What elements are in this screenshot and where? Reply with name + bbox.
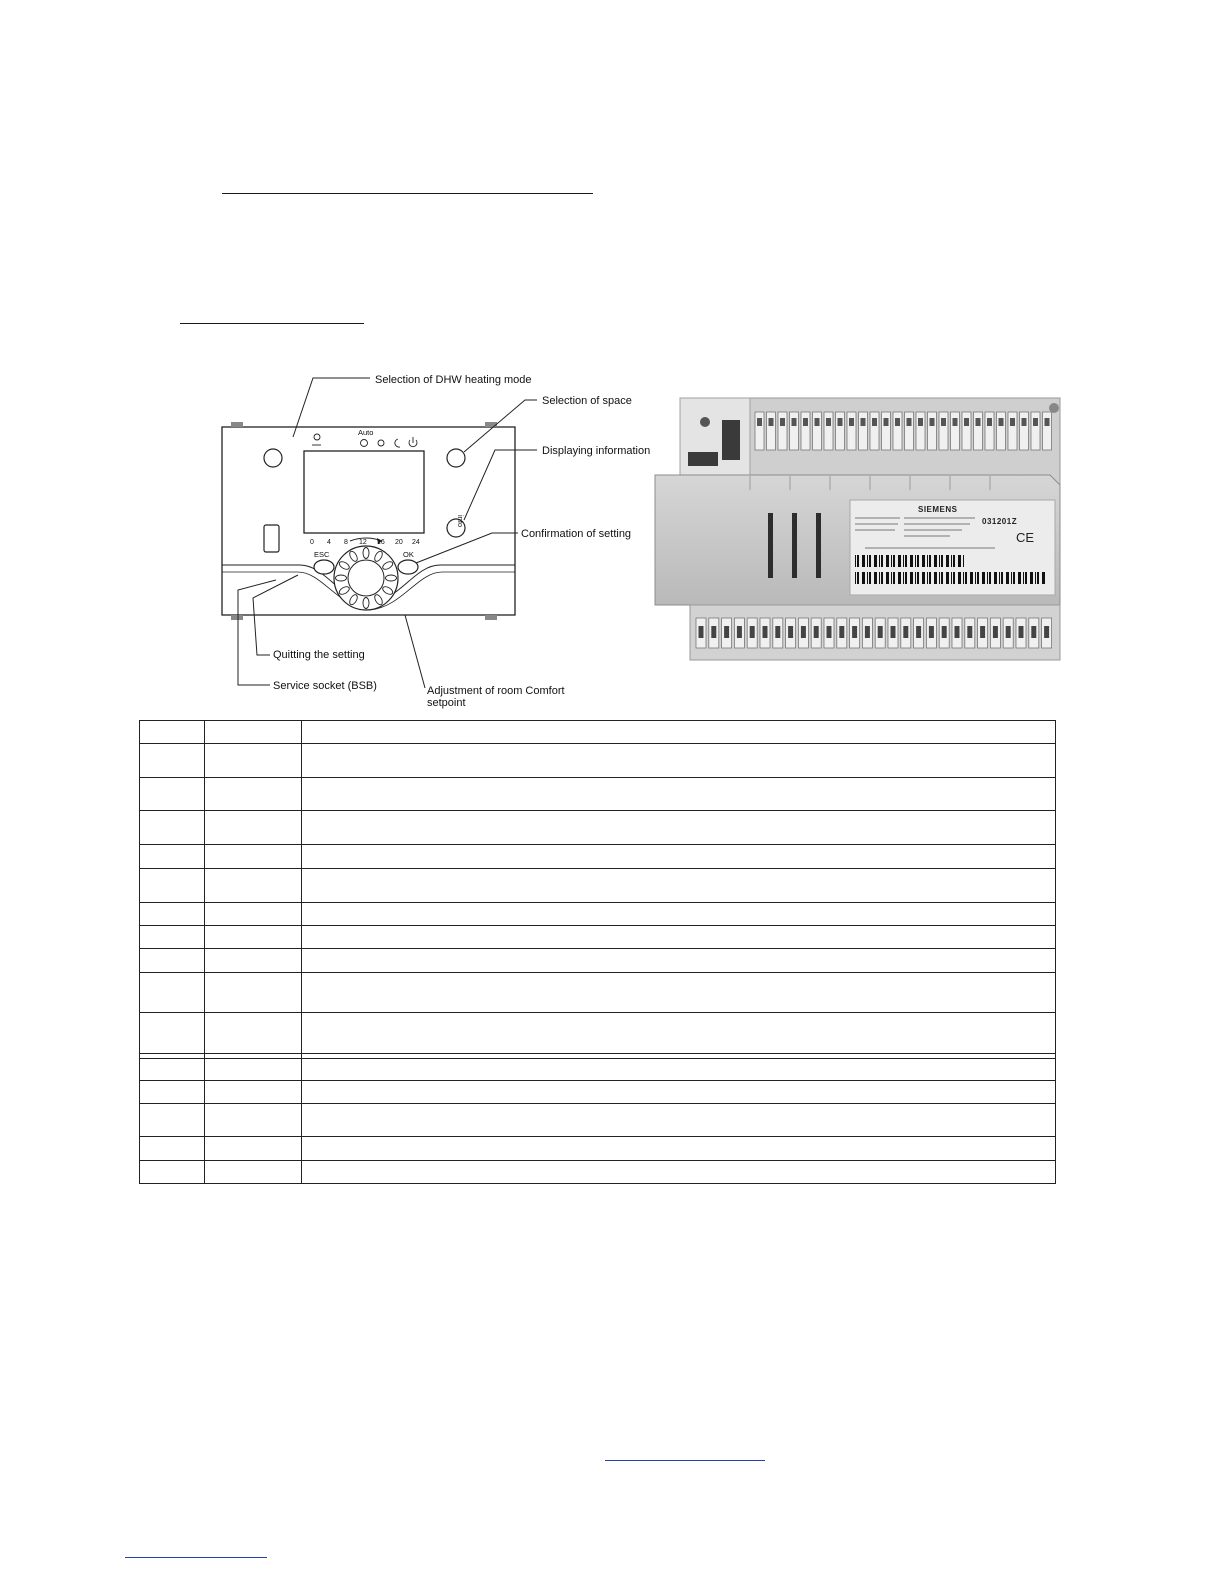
- table-cell: [205, 902, 302, 925]
- table-cell: [205, 1160, 302, 1183]
- table-cell: [205, 972, 302, 1012]
- callout-info: Displaying information: [542, 445, 651, 457]
- knob-grip: [363, 548, 369, 559]
- table-row: [140, 810, 1056, 844]
- table-cell: [205, 926, 302, 949]
- table-row: [140, 1058, 1056, 1080]
- table-cell: [140, 721, 205, 744]
- table-cell: [205, 1104, 302, 1137]
- terminal: [1020, 412, 1029, 450]
- table-cell: [302, 972, 1056, 1012]
- table-cell: [302, 845, 1056, 868]
- table-cell: [302, 1104, 1056, 1137]
- table-cell: [302, 1013, 1056, 1053]
- terminal: [939, 412, 948, 450]
- heading-underline-1: [222, 193, 593, 194]
- terminal: [824, 412, 833, 450]
- table-cell: [302, 1080, 1056, 1103]
- table-cell: [205, 845, 302, 868]
- knob-grip: [386, 575, 397, 581]
- table-cell: [140, 972, 205, 1012]
- table-cell: [140, 1013, 205, 1053]
- table-row: [140, 721, 1056, 744]
- side-connector: [688, 452, 718, 466]
- table-cell: [140, 810, 205, 844]
- table-cell: [302, 1160, 1056, 1183]
- terminal: [778, 412, 787, 450]
- panel-tab-left-bottom: [231, 615, 243, 620]
- ok-label: OK: [403, 550, 414, 559]
- hour-tick: 16: [377, 539, 385, 546]
- terminal: [767, 412, 776, 450]
- table-row: [140, 972, 1056, 1012]
- terminal: [985, 412, 994, 450]
- terminal: [836, 412, 845, 450]
- table-cell: [140, 777, 205, 810]
- panel-tab-right-bottom: [485, 615, 497, 620]
- model-code: 031201Z: [982, 517, 1018, 526]
- panel-tab-left-top: [231, 422, 243, 427]
- table-row: [140, 902, 1056, 925]
- auto-label: Auto: [358, 428, 374, 437]
- panel-display: [304, 451, 424, 533]
- terminal: [928, 412, 937, 450]
- table-cell: [140, 845, 205, 868]
- table-cell: [302, 949, 1056, 972]
- dhw-mode-button: [264, 449, 282, 467]
- hour-tick: 24: [412, 539, 420, 546]
- panel-indicator-slot: [264, 525, 279, 552]
- table-row: [140, 777, 1056, 810]
- terminal: [997, 412, 1006, 450]
- table-cell: [302, 777, 1056, 810]
- callout-space: Selection of space: [542, 395, 632, 407]
- bus-connector: [722, 420, 740, 460]
- mounting-hole: [1049, 403, 1059, 413]
- terminal: [905, 412, 914, 450]
- hour-tick: 0: [310, 539, 314, 546]
- operator-panel-diagram: [200, 365, 670, 715]
- hour-tick: 8: [344, 539, 348, 546]
- terminal: [755, 412, 764, 450]
- table-cell: [302, 721, 1056, 744]
- ok-button: [398, 560, 418, 574]
- callout-comfort-line2: setpoint: [427, 697, 466, 709]
- table-cell: [140, 868, 205, 902]
- link-underline-footer[interactable]: [125, 1557, 267, 1558]
- table-cell: [205, 1137, 302, 1160]
- controller-unit-photo: [650, 390, 1070, 670]
- table-row: [140, 1137, 1056, 1160]
- hour-tick: 12: [359, 539, 367, 546]
- link-underline-center[interactable]: [605, 1460, 765, 1461]
- table-cell: [205, 1058, 302, 1080]
- terminal: [962, 412, 971, 450]
- table-cell: [205, 810, 302, 844]
- table-cell: [140, 1104, 205, 1137]
- table-cell: [205, 868, 302, 902]
- terminal: [951, 412, 960, 450]
- table-row: [140, 1160, 1056, 1183]
- esc-label: ESC: [314, 550, 330, 559]
- panel-tab-right-top: [485, 422, 497, 427]
- callout-confirm: Confirmation of setting: [521, 528, 632, 540]
- esc-button: [314, 560, 334, 574]
- space-mode-button: [447, 449, 465, 467]
- table-row: [140, 949, 1056, 972]
- knob-center: [348, 560, 384, 596]
- table-cell: [302, 868, 1056, 902]
- terminal: [916, 412, 925, 450]
- callout-dhw-mode: Selection of DHW heating mode: [375, 374, 532, 386]
- terminal: [882, 412, 891, 450]
- terminal: [801, 412, 810, 450]
- table-cell: [140, 1160, 205, 1183]
- table-cell: [302, 926, 1056, 949]
- table-row: [140, 926, 1056, 949]
- table-cell: [140, 902, 205, 925]
- table-cell: [205, 744, 302, 777]
- terminal: [1008, 412, 1017, 450]
- info-label: info: [456, 515, 465, 528]
- ce-mark: CE: [1016, 530, 1035, 545]
- terminal: [1031, 412, 1040, 450]
- terminal: [1043, 412, 1052, 450]
- terminal: [847, 412, 856, 450]
- terminal: [893, 412, 902, 450]
- knob-grip: [336, 575, 347, 581]
- table-cell: [205, 949, 302, 972]
- table-row: [140, 1104, 1056, 1137]
- heading-underline-2: [180, 323, 364, 324]
- table-row: [140, 845, 1056, 868]
- table-cell: [140, 1137, 205, 1160]
- table-row: [140, 1013, 1056, 1053]
- knob-grip: [363, 598, 369, 609]
- terminal: [974, 412, 983, 450]
- parameter-table: [139, 720, 1056, 1184]
- table-cell: [205, 777, 302, 810]
- table-cell: [140, 926, 205, 949]
- terminal: [813, 412, 822, 450]
- table-cell: [205, 1080, 302, 1103]
- table-cell: [140, 949, 205, 972]
- service-jack-icon: [700, 417, 710, 427]
- table-cell: [302, 1137, 1056, 1160]
- table-cell: [302, 744, 1056, 777]
- table-row: [140, 868, 1056, 902]
- brand-name: SIEMENS: [918, 505, 958, 514]
- table-cell: [205, 1013, 302, 1053]
- table-cell: [302, 1058, 1056, 1080]
- callout-comfort-line1: Adjustment of room Comfort: [427, 685, 565, 697]
- callout-quit: Quitting the setting: [273, 649, 365, 661]
- table-row: [140, 1080, 1056, 1103]
- hour-tick: 20: [395, 539, 403, 546]
- terminal: [790, 412, 799, 450]
- table-cell: [140, 1080, 205, 1103]
- hour-tick: 4: [327, 539, 331, 546]
- callout-service-socket: Service socket (BSB): [273, 680, 377, 692]
- table-row: [140, 744, 1056, 777]
- table-cell: [302, 902, 1056, 925]
- terminal: [870, 412, 879, 450]
- table-cell: [140, 744, 205, 777]
- table-cell: [140, 1058, 205, 1080]
- table-cell: [302, 810, 1056, 844]
- terminal: [859, 412, 868, 450]
- table-cell: [205, 721, 302, 744]
